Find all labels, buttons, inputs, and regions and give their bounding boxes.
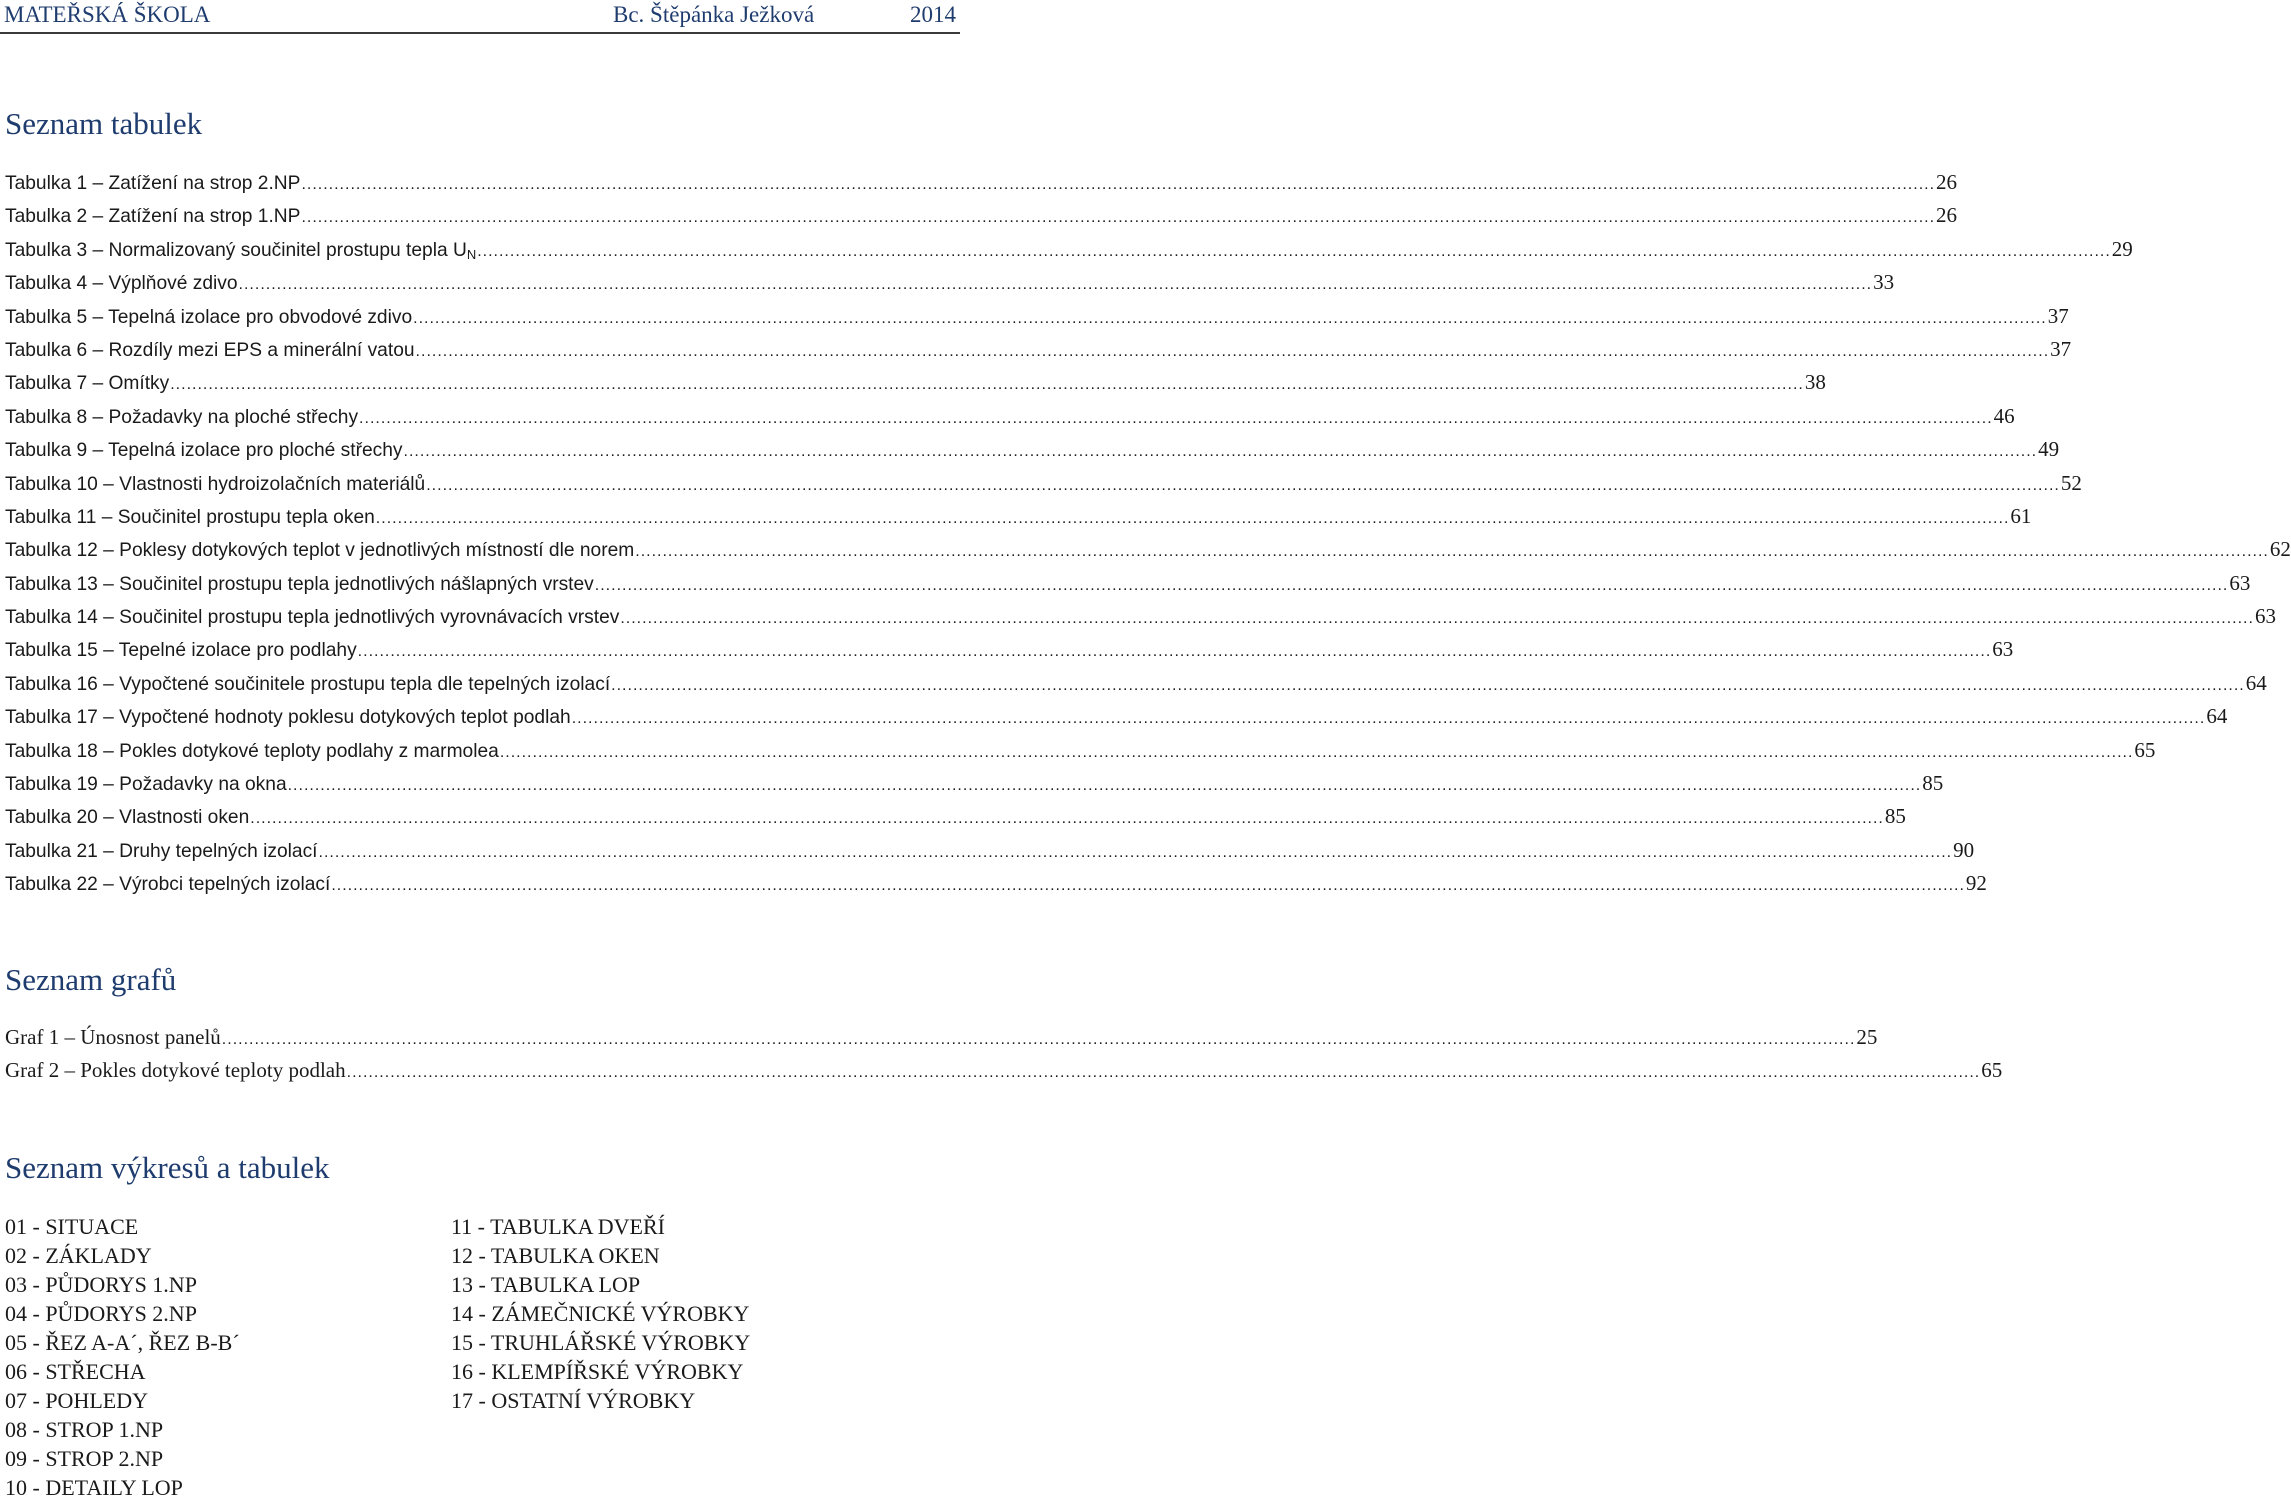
table-entry[interactable] [5,503,2032,537]
table-entry-page-number: 52 [2060,470,2082,495]
drawing-item: 16 - KLEMPÍŘSKÉ VÝROBKY [451,1359,744,1384]
table-entry-label: Tabulka 6 – Rozdíly mezi EPS a minerální vatou [5,339,415,361]
dot-leader: ............................................................................................................................................................................................................................................................................................................ [375,509,2010,527]
dot-leader: ............................................................................................................................................................................................................................................................................................................ [287,777,1922,795]
table-entry-label: Tabulka 5 – Tepelná izolace pro obvodové zdivo [5,306,413,328]
table-entry-page-number: 63 [2254,604,2276,629]
dot-leader: ............................................................................................................................................................................................................................................................................................................ [359,409,1993,427]
table-entry-label: Tabulka 8 – Požadavky na ploché střechy [5,406,359,428]
table-entry[interactable] [5,704,2228,737]
table-entry-label: Tabulka 4 – Výplňové zdivo [5,273,238,295]
dot-leader: ............................................................................................................................................................................................................................................................................................................ [346,1064,1981,1082]
table-entry-label: Tabulka 10 – Vlastnosti hydroizolačních materiálů [5,473,426,495]
drawing-item: 05 - ŘEZ A-A´, ŘEZ B-B´ [5,1330,240,1355]
header-school-name: MATEŘSKÁ ŠKOLA [4,2,211,27]
dot-leader: ............................................................................................................................................................................................................................................................................................................ [594,576,2229,594]
table-entry-label: Tabulka 16 – Vypočtené součinitele prostupu tepla dle tepelných izolací [5,673,611,695]
graph-entry[interactable] [5,1058,2003,1091]
dot-leader: ............................................................................................................................................................................................................................................................................................................ [301,176,1936,193]
dot-leader: ............................................................................................................................................................................................................................................................................................................ [238,276,1873,294]
table-entry-label: Tabulka 3 – Normalizovaný součinitel prostupu tepla $U_N$ [5,239,477,262]
table-entry[interactable] [5,604,2276,637]
table-entry-page-number: 63 [2229,570,2251,595]
table-entry-label: Tabulka 22 – Výrobci tepelných izolací [5,874,331,896]
table-entry[interactable] [5,437,2060,470]
table-entry-page-number: 29 [2111,236,2133,261]
dot-leader: ............................................................................................................................................................................................................................................................................................................ [635,543,2269,561]
page-header [0,0,960,34]
table-entry-label: Tabulka 11 – Součinitel prostupu tepla oken [5,506,375,528]
drawing-item: 08 - STROP 1.NP [5,1417,164,1442]
dot-leader: ............................................................................................................................................................................................................................................................................................................ [250,810,1884,828]
graphs-heading: Seznam grafů [5,962,177,997]
table-entry-label: Tabulka 2 – Zatížení na strop 1.NP [5,206,301,228]
drawing-item: 06 - STŘECHA [5,1359,146,1384]
table-entry-page-number: 64 [2206,704,2228,729]
table-entry-label: Tabulka 7 – Omítky [5,373,170,395]
drawing-item: 15 - TRUHLÁŘSKÉ VÝROBKY [451,1330,751,1355]
table-entry[interactable] [5,804,1906,837]
graph-entry[interactable] [5,1025,1878,1058]
table-entry-page-number: 38 [1804,370,1826,395]
table-entry[interactable] [5,637,2014,670]
table-entry-label: Tabulka 20 – Vlastnosti oken [5,807,250,829]
drawing-item: 12 - TABULKA OKEN [451,1243,660,1268]
tables-list [5,170,2291,905]
table-entry[interactable] [5,370,1826,403]
table-entry-label: Tabulka 1 – Zatížení na strop 2.NP [5,173,301,194]
table-entry[interactable] [5,871,1987,904]
drawing-item: 07 - POHLEDY [5,1388,148,1413]
graphs-list [5,1025,2003,1092]
graph-entry-label: Graf 2 – Pokles dotykové teploty podlah [5,1058,346,1083]
table-entry-subscript: N [466,246,477,262]
table-entry[interactable] [5,336,2072,370]
dot-leader: ............................................................................................................................................................................................................................................................................................................ [403,443,2038,461]
table-entry-page-number: 61 [2010,503,2032,528]
table-entry[interactable] [5,737,2156,771]
graph-entry-page-number: 25 [1856,1025,1878,1049]
table-entry[interactable] [5,403,2015,437]
drawing-item: 10 - DETAILY LOP [5,1475,183,1500]
header-year: 2014 [910,2,956,27]
table-entry-page-number: 49 [2038,437,2060,462]
table-entry[interactable] [5,270,1895,303]
graph-entry-label: Graf 1 – Únosnost panelů [5,1025,221,1049]
drawing-item: 01 - SITUACE [5,1214,139,1239]
table-entry[interactable] [5,537,2291,570]
dot-leader: ............................................................................................................................................................................................................................................................................................................ [611,676,2245,694]
table-entry-page-number: 46 [1993,403,2015,428]
table-entry-label: Tabulka 15 – Tepelné izolace pro podlahy [5,640,357,662]
drawing-item: 17 - OSTATNÍ VÝROBKY [451,1388,696,1413]
dot-leader: ............................................................................................................................................................................................................................................................................................................ [221,1031,1856,1048]
dot-leader: ............................................................................................................................................................................................................................................................................................................ [413,309,2047,327]
table-entry-page-number: 64 [2245,670,2267,695]
graph-entry-page-number: 65 [1981,1058,2003,1083]
table-entry-label: Tabulka 14 – Součinitel prostupu tepla jednotlivých vyrovnávacích vrstev [5,607,620,629]
table-entry-page-number: 85 [1884,804,1906,829]
table-entry[interactable] [5,236,2133,270]
table-entry-page-number: 85 [1922,771,1944,796]
table-entry-page-number: 62 [2269,537,2291,562]
table-entry-label: Tabulka 9 – Tepelná izolace pro ploché střechy [5,440,403,462]
drawing-item: 09 - STROP 2.NP [5,1446,164,1471]
drawings-heading: Seznam výkresů a tabulek [5,1150,330,1185]
table-entry-page-number: 63 [1992,637,2014,662]
drawing-item: 11 - TABULKA DVEŘÍ [451,1214,665,1239]
drawing-item: 14 - ZÁMEČNICKÉ VÝROBKY [451,1301,750,1326]
drawing-item: 13 - TABULKA LOP [451,1272,641,1297]
dot-leader: ............................................................................................................................................................................................................................................................................................................ [499,743,2134,761]
table-entry-page-number: 26 [1936,170,1958,194]
dot-leader: ............................................................................................................................................................................................................................................................................................................ [477,242,2111,260]
table-entry[interactable] [5,303,2069,337]
table-entry-label: Tabulka 19 – Požadavky na okna [5,774,287,796]
table-entry-page-number: 65 [2134,737,2156,762]
table-entry-page-number: 92 [1965,871,1987,896]
table-entry-page-number: 37 [2047,303,2069,328]
table-entry[interactable] [5,570,2251,604]
dot-leader: ............................................................................................................................................................................................................................................................................................................ [620,610,2254,628]
table-entry[interactable] [5,837,1975,871]
table-entry-label: Tabulka 18 – Pokles dotykové teploty podlahy z marmolea [5,740,499,762]
table-entry-label: Tabulka 13 – Součinitel prostupu tepla jednotlivých nášlapných vrstev [5,573,594,595]
table-entry-page-number: 26 [1936,203,1958,228]
table-entry[interactable] [5,771,1944,804]
dot-leader: ............................................................................................................................................................................................................................................................................................................ [571,710,2206,728]
table-entry-page-number: 33 [1873,270,1895,295]
dot-leader: ............................................................................................................................................................................................................................................................................................................ [426,476,2060,494]
dot-leader: ............................................................................................................................................................................................................................................................................................................ [301,209,1936,227]
table-entry-page-number: 90 [1953,837,1975,862]
tables-heading: Seznam tabulek [5,106,203,141]
drawing-item: 03 - PŮDORYS 1.NP [5,1272,197,1297]
dot-leader: ............................................................................................................................................................................................................................................................................................................ [318,843,1953,861]
drawings-column-right [451,1212,750,1415]
table-entry-label: Tabulka 21 – Druhy tepelných izolací [5,840,318,862]
drawings-list [5,1212,905,1502]
header-author: Bc. Štěpánka Ježková [613,2,815,27]
table-entry-label: Tabulka 17 – Vypočtené hodnoty poklesu dotykových teplot podlah [5,707,571,729]
drawing-item: 04 - PŮDORYS 2.NP [5,1301,197,1326]
drawings-column-left [5,1212,240,1502]
drawing-item: 02 - ZÁKLADY [5,1243,152,1268]
table-entry[interactable] [5,470,2082,504]
table-entry-label: Tabulka 12 – Poklesy dotykových teplot v jednotlivých místností dle norem [5,540,635,562]
table-entry[interactable] [5,170,1958,203]
dot-leader: ............................................................................................................................................................................................................................................................................................................ [170,376,1804,394]
dot-leader: ............................................................................................................................................................................................................................................................................................................ [357,643,1992,661]
table-entry[interactable] [5,670,2267,704]
dot-leader: ............................................................................................................................................................................................................................................................................................................ [331,877,1965,895]
table-entry-page-number: 37 [2050,336,2072,361]
dot-leader: ............................................................................................................................................................................................................................................................................................................ [415,342,2050,360]
table-entry[interactable] [5,203,1958,236]
